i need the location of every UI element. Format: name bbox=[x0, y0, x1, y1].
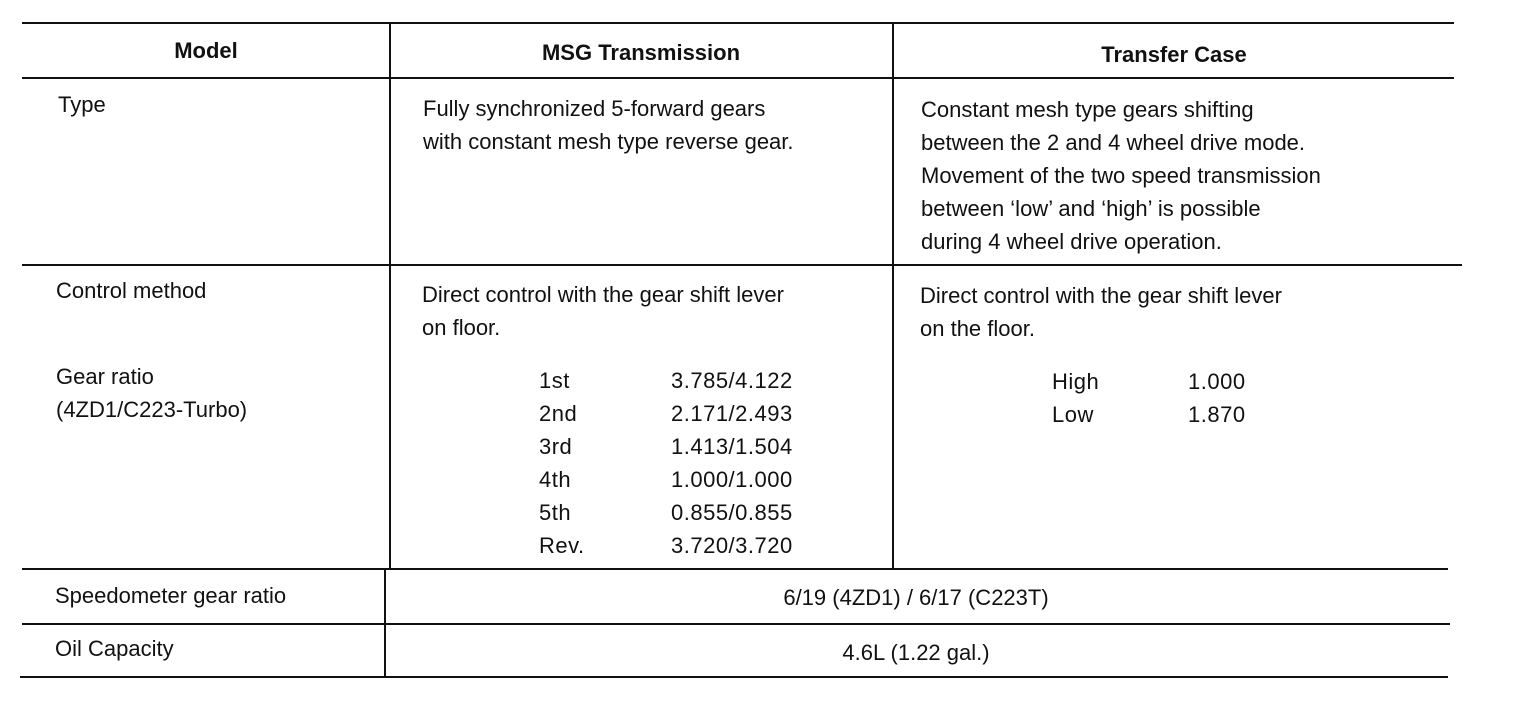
table-top-rule bbox=[22, 22, 1454, 24]
gear-value: 1.413/1.504 bbox=[671, 434, 793, 459]
gear-value: 3.785/4.122 bbox=[671, 368, 793, 393]
header-model: Model bbox=[174, 38, 238, 63]
gear-value: 0.855/0.855 bbox=[671, 500, 793, 525]
gear-ratio-label bbox=[56, 360, 247, 426]
control-msg-line: Direct control with the gear shift lever bbox=[422, 282, 784, 307]
type-transfer-line: Constant mesh type gears shifting bbox=[921, 97, 1254, 122]
range-name: Low bbox=[1052, 402, 1094, 427]
gear-row-bottom-rule bbox=[22, 568, 1448, 570]
gear-ratio-row bbox=[539, 463, 851, 496]
gear-ratio-label-line: Gear ratio bbox=[56, 364, 154, 389]
control-transfer-line: Direct control with the gear shift lever bbox=[920, 283, 1282, 308]
transfer-ratio-row bbox=[1052, 365, 1308, 398]
oil-capacity-label: Oil Capacity bbox=[55, 636, 174, 661]
transfer-ratio-row bbox=[1052, 398, 1308, 431]
gear-value: 3.720/3.720 bbox=[671, 533, 793, 558]
gear-ratio-row bbox=[539, 529, 851, 562]
msg-gear-ratio-table bbox=[539, 364, 851, 562]
gear-name: 4th bbox=[539, 467, 572, 492]
gear-value: 2.171/2.493 bbox=[671, 401, 793, 426]
speedo-row-bottom-rule bbox=[22, 623, 1450, 625]
gear-name: 3rd bbox=[539, 434, 573, 459]
type-msg-text bbox=[423, 92, 794, 158]
control-msg-line: on floor. bbox=[422, 315, 501, 340]
type-transfer-line: between the 2 and 4 wheel drive mode. bbox=[921, 130, 1306, 155]
range-value: 1.870 bbox=[1188, 402, 1246, 427]
header-transfer-case: Transfer Case bbox=[1101, 42, 1247, 67]
type-transfer-line: during 4 wheel drive operation. bbox=[921, 229, 1222, 254]
table-bottom-rule bbox=[20, 676, 1448, 678]
range-name: High bbox=[1052, 369, 1100, 394]
header-msg-transmission: MSG Transmission bbox=[541, 40, 741, 65]
type-label: Type bbox=[58, 92, 106, 117]
gear-ratio-row bbox=[539, 397, 851, 430]
oil-capacity-value: 4.6L (1.22 gal.) bbox=[842, 640, 990, 665]
col2-divider bbox=[892, 22, 894, 569]
type-transfer-line: between ‘low’ and ‘high’ is possible bbox=[921, 196, 1261, 221]
type-msg-line: Fully synchronized 5-forward gears bbox=[423, 96, 766, 121]
gear-ratio-row bbox=[539, 364, 851, 397]
gear-value: 1.000/1.000 bbox=[671, 467, 793, 492]
type-transfer-line: Movement of the two speed transmission bbox=[921, 163, 1321, 188]
control-method-label: Control method bbox=[56, 278, 207, 303]
gear-ratio-row bbox=[539, 496, 851, 529]
type-msg-line: with constant mesh type reverse gear. bbox=[423, 129, 794, 154]
gear-ratio-row bbox=[539, 430, 851, 463]
type-row-bottom-rule bbox=[22, 264, 1462, 266]
gear-ratio-label-line: (4ZD1/C223-Turbo) bbox=[56, 397, 248, 422]
header-bottom-rule bbox=[22, 77, 1454, 79]
control-transfer-line: on the floor. bbox=[920, 316, 1035, 341]
gear-name: Rev. bbox=[539, 533, 585, 558]
range-value: 1.000 bbox=[1188, 369, 1246, 394]
control-transfer-text bbox=[920, 279, 1282, 345]
type-transfer-text bbox=[921, 93, 1321, 258]
gear-name: 5th bbox=[539, 500, 572, 525]
speedometer-label: Speedometer gear ratio bbox=[55, 583, 287, 608]
control-msg-text bbox=[422, 278, 784, 344]
transfer-gear-ratio-table bbox=[1052, 365, 1308, 431]
speedometer-value: 6/19 (4ZD1) / 6/17 (C223T) bbox=[783, 585, 1049, 610]
gear-name: 2nd bbox=[539, 401, 578, 426]
gear-name: 1st bbox=[539, 368, 570, 393]
col1-divider bbox=[389, 22, 391, 568]
